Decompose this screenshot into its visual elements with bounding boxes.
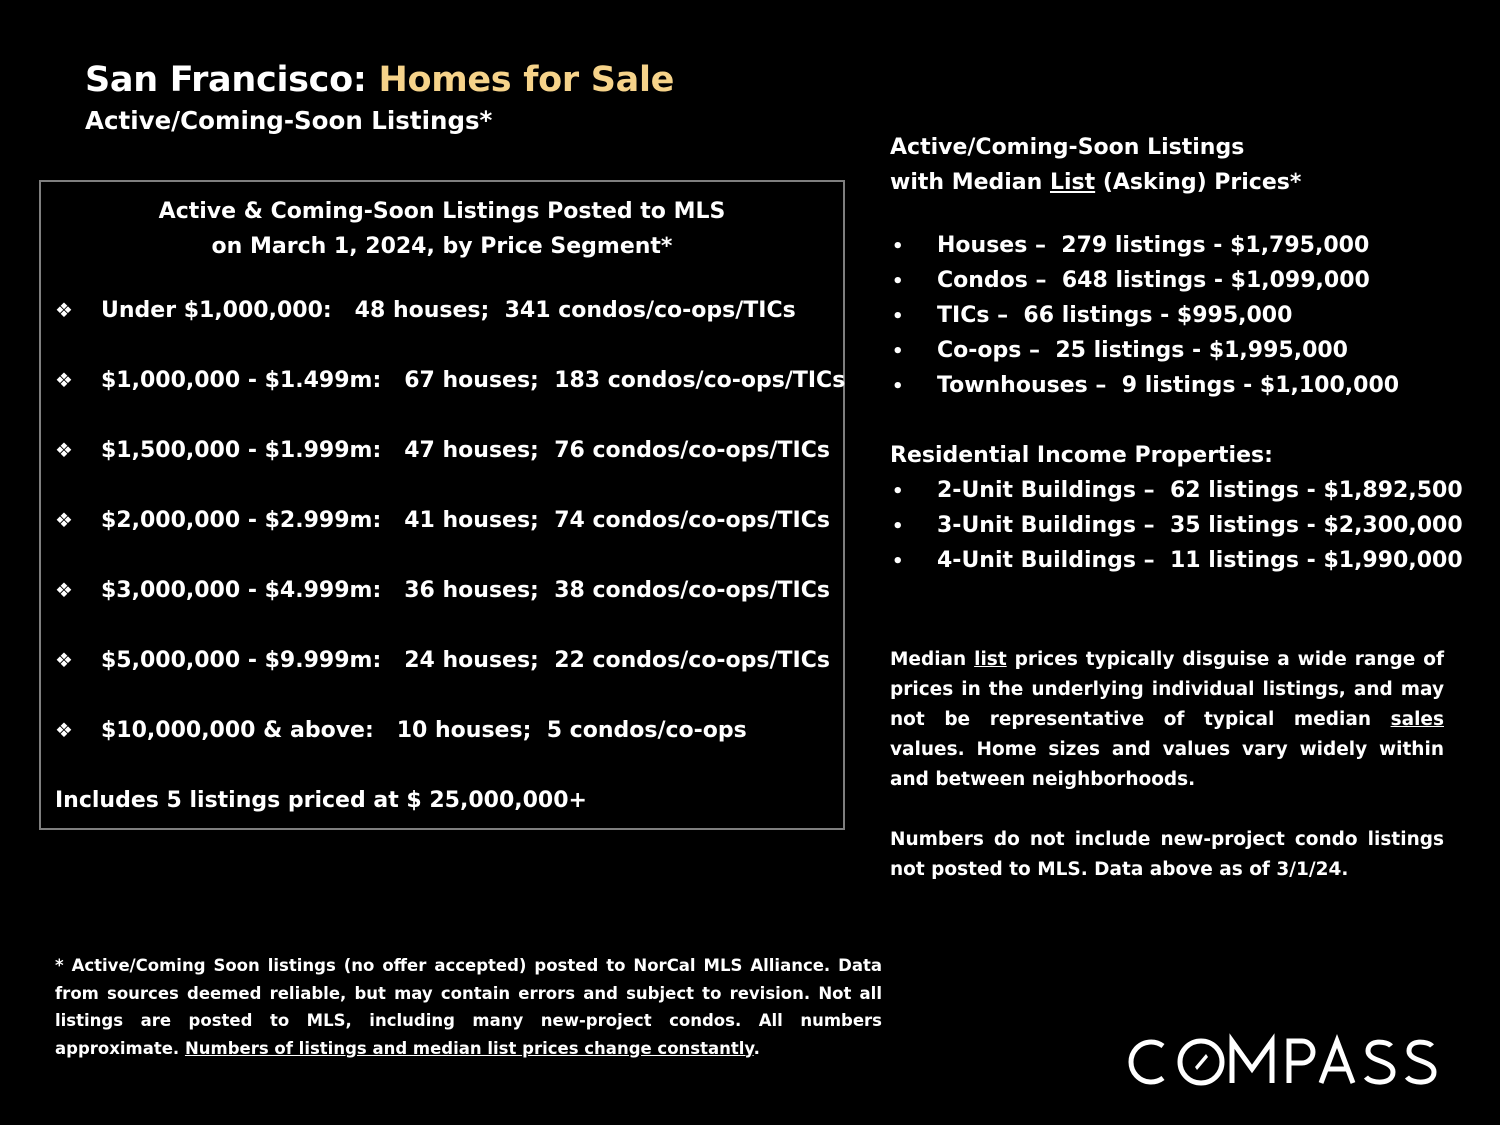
segment-condos: 74 condos/co-ops/TICs — [554, 508, 830, 533]
page-subtitle: Active/Coming-Soon Listings* — [85, 106, 493, 135]
median-price: $2,300,000 — [1323, 513, 1463, 538]
segment-houses: 24 houses; — [404, 648, 539, 673]
bullet-icon: • — [892, 271, 904, 292]
median-price: $1,099,000 — [1230, 268, 1370, 293]
property-type: Co-ops – — [937, 338, 1041, 363]
diamond-bullet-icon: ❖ — [55, 368, 73, 392]
listing-count: 9 listings — [1121, 373, 1236, 398]
segment-condos: 5 condos/co-ops — [546, 718, 747, 743]
segment-condos: 341 condos/co-ops/TICs — [504, 298, 796, 323]
property-type: Townhouses – — [937, 373, 1107, 398]
bullet-icon: • — [892, 376, 904, 397]
income-property-item: • 2-Unit Buildings – 62 listings - $1,892,500 — [892, 478, 1463, 503]
property-type: 3-Unit Buildings – — [937, 513, 1155, 538]
underlined-word: sales — [1390, 709, 1444, 730]
underlined-word: list — [974, 649, 1007, 670]
segment-houses: 67 houses; — [404, 368, 539, 393]
price-segment-row — [55, 298, 796, 323]
title-highlight: Homes for Sale — [378, 60, 675, 100]
diamond-bullet-icon: ❖ — [55, 648, 73, 672]
segment-houses: 41 houses; — [404, 508, 539, 533]
logo-letter-c — [1131, 1042, 1163, 1082]
paragraph-text: prices typically disguise a wide range of prices in the underlying individual listings, and may not be representative of typical median — [890, 649, 1444, 730]
listing-count: 35 listings — [1169, 513, 1299, 538]
segment-range: $3,000,000 - $4.999m: — [101, 578, 382, 603]
listing-count: 62 listings — [1169, 478, 1299, 503]
bullet-icon: • — [892, 551, 904, 572]
bullet-icon: • — [892, 306, 904, 327]
segment-range: $1,500,000 - $1.999m: — [101, 438, 382, 463]
listing-count: 25 listings — [1055, 338, 1185, 363]
segment-condos: 38 condos/co-ops/TICs — [554, 578, 830, 603]
median-price: $1,795,000 — [1230, 233, 1370, 258]
property-type: 2-Unit Buildings – — [937, 478, 1155, 503]
price-segment-row — [55, 648, 830, 673]
footnote-text: * Active/Coming Soon listings (no offer accepted) posted to NorCal MLS Alliance. Data from sources deemed reliable, but may contain errors and subject to revision. Not all listings are posted to MLS, including many new-project condos. All numbers approximate. — [55, 956, 882, 1058]
median-list-heading-line2 — [890, 165, 1301, 200]
bullet-icon: • — [892, 236, 904, 257]
footnote-end: . — [753, 1038, 760, 1058]
median-list-item: • Co-ops – 25 listings - $1,995,000 — [892, 338, 1348, 363]
segment-condos: 183 condos/co-ops/TICs — [554, 368, 846, 393]
diamond-bullet-icon: ❖ — [55, 298, 73, 322]
segment-range: $1,000,000 - $1.499m: — [101, 368, 382, 393]
median-price: $1,100,000 — [1259, 373, 1400, 398]
income-properties-heading: Residential Income Properties: — [890, 443, 1273, 468]
property-type: TICs – — [937, 303, 1009, 328]
income-property-item: • 4-Unit Buildings – 11 listings - $1,990,000 — [892, 548, 1463, 573]
listing-count: 66 listings — [1023, 303, 1153, 328]
segment-condos: 22 condos/co-ops/TICs — [554, 648, 830, 673]
high-end-note: Includes 5 listings priced at $ 25,000,000+ — [55, 788, 587, 813]
median-list-heading — [890, 130, 1301, 200]
price-segment-row — [55, 578, 830, 603]
logo-needle — [1195, 1054, 1208, 1070]
logo-letter-m — [1232, 1041, 1272, 1083]
segment-range: $5,000,000 - $9.999m: — [101, 648, 382, 673]
segment-condos: 76 condos/co-ops/TICs — [554, 438, 830, 463]
footnote-underlined: Numbers of listings and median list prices change constantly — [184, 1038, 754, 1058]
segment-houses: 36 houses; — [404, 578, 539, 603]
compass-logo — [1122, 1032, 1442, 1092]
price-segment-heading-line1: Active & Coming-Soon Listings Posted to MLS — [158, 199, 726, 224]
median-price: $1,995,000 — [1208, 338, 1348, 363]
bullet-icon: • — [892, 341, 904, 362]
segment-houses: 10 houses; — [396, 718, 532, 743]
median-list-item: • Houses – 279 listings - $1,795,000 — [892, 233, 1370, 258]
diamond-bullet-icon: ❖ — [55, 508, 73, 532]
segment-houses: 48 houses; — [354, 298, 490, 323]
listing-count: 11 listings — [1169, 548, 1299, 573]
price-segment-row — [55, 508, 830, 533]
price-segment-row — [55, 368, 845, 393]
price-segment-heading — [41, 194, 843, 264]
heading-text: with Median — [890, 170, 1050, 195]
diamond-bullet-icon: ❖ — [55, 578, 73, 602]
bullet-icon: • — [892, 481, 904, 502]
footnote — [55, 952, 882, 1062]
median-price: $1,990,000 — [1323, 548, 1463, 573]
price-segment-box — [39, 180, 845, 830]
page-title — [85, 60, 674, 100]
compass-logo-mark — [1122, 1032, 1442, 1092]
paragraph-text: values. Home sizes and values vary widely within and between neighborhoods. — [890, 739, 1444, 790]
listing-count: 648 listings — [1061, 268, 1207, 293]
logo-letter-a — [1321, 1041, 1353, 1083]
median-list-item: • Townhouses – 9 listings - $1,100,000 — [892, 373, 1400, 398]
segment-houses: 47 houses; — [404, 438, 539, 463]
title-prefix: San Francisco: — [85, 60, 379, 100]
data-date-paragraph: Numbers do not include new-project condo listings not posted to MLS. Data above as of 3/1/24. — [890, 829, 1444, 880]
income-property-item: • 3-Unit Buildings – 35 listings - $2,300,000 — [892, 513, 1463, 538]
property-type: Condos – — [937, 268, 1047, 293]
heading-underlined-word: List — [1049, 170, 1096, 195]
segment-range: $10,000,000 & above: — [101, 718, 374, 743]
price-segment-row — [55, 718, 747, 743]
listing-count: 279 listings — [1061, 233, 1206, 258]
diamond-bullet-icon: ❖ — [55, 438, 73, 462]
median-price: $995,000 — [1176, 303, 1293, 328]
segment-range: $2,000,000 - $2.999m: — [101, 508, 382, 533]
logo-letter-s — [1366, 1042, 1393, 1082]
diamond-bullet-icon: ❖ — [55, 718, 73, 742]
price-segment-row — [55, 438, 830, 463]
segment-range: Under $1,000,000: — [101, 298, 332, 323]
median-list-item: • Condos – 648 listings - $1,099,000 — [892, 268, 1370, 293]
median-list-heading-line1: Active/Coming-Soon Listings — [890, 135, 1245, 160]
median-list-item: • TICs – 66 listings - $995,000 — [892, 303, 1293, 328]
bullet-icon: • — [892, 516, 904, 537]
paragraph-text: Median — [890, 649, 975, 670]
property-type: 4-Unit Buildings – — [937, 548, 1155, 573]
property-type: Houses – — [937, 233, 1046, 258]
median-caveat-paragraph — [890, 645, 1444, 795]
median-price: $1,892,500 — [1323, 478, 1463, 503]
logo-letter-s — [1407, 1042, 1434, 1082]
price-segment-heading-line2: on March 1, 2024, by Price Segment* — [211, 234, 673, 259]
heading-text: (Asking) Prices* — [1095, 170, 1302, 195]
logo-letter-p — [1289, 1041, 1313, 1083]
